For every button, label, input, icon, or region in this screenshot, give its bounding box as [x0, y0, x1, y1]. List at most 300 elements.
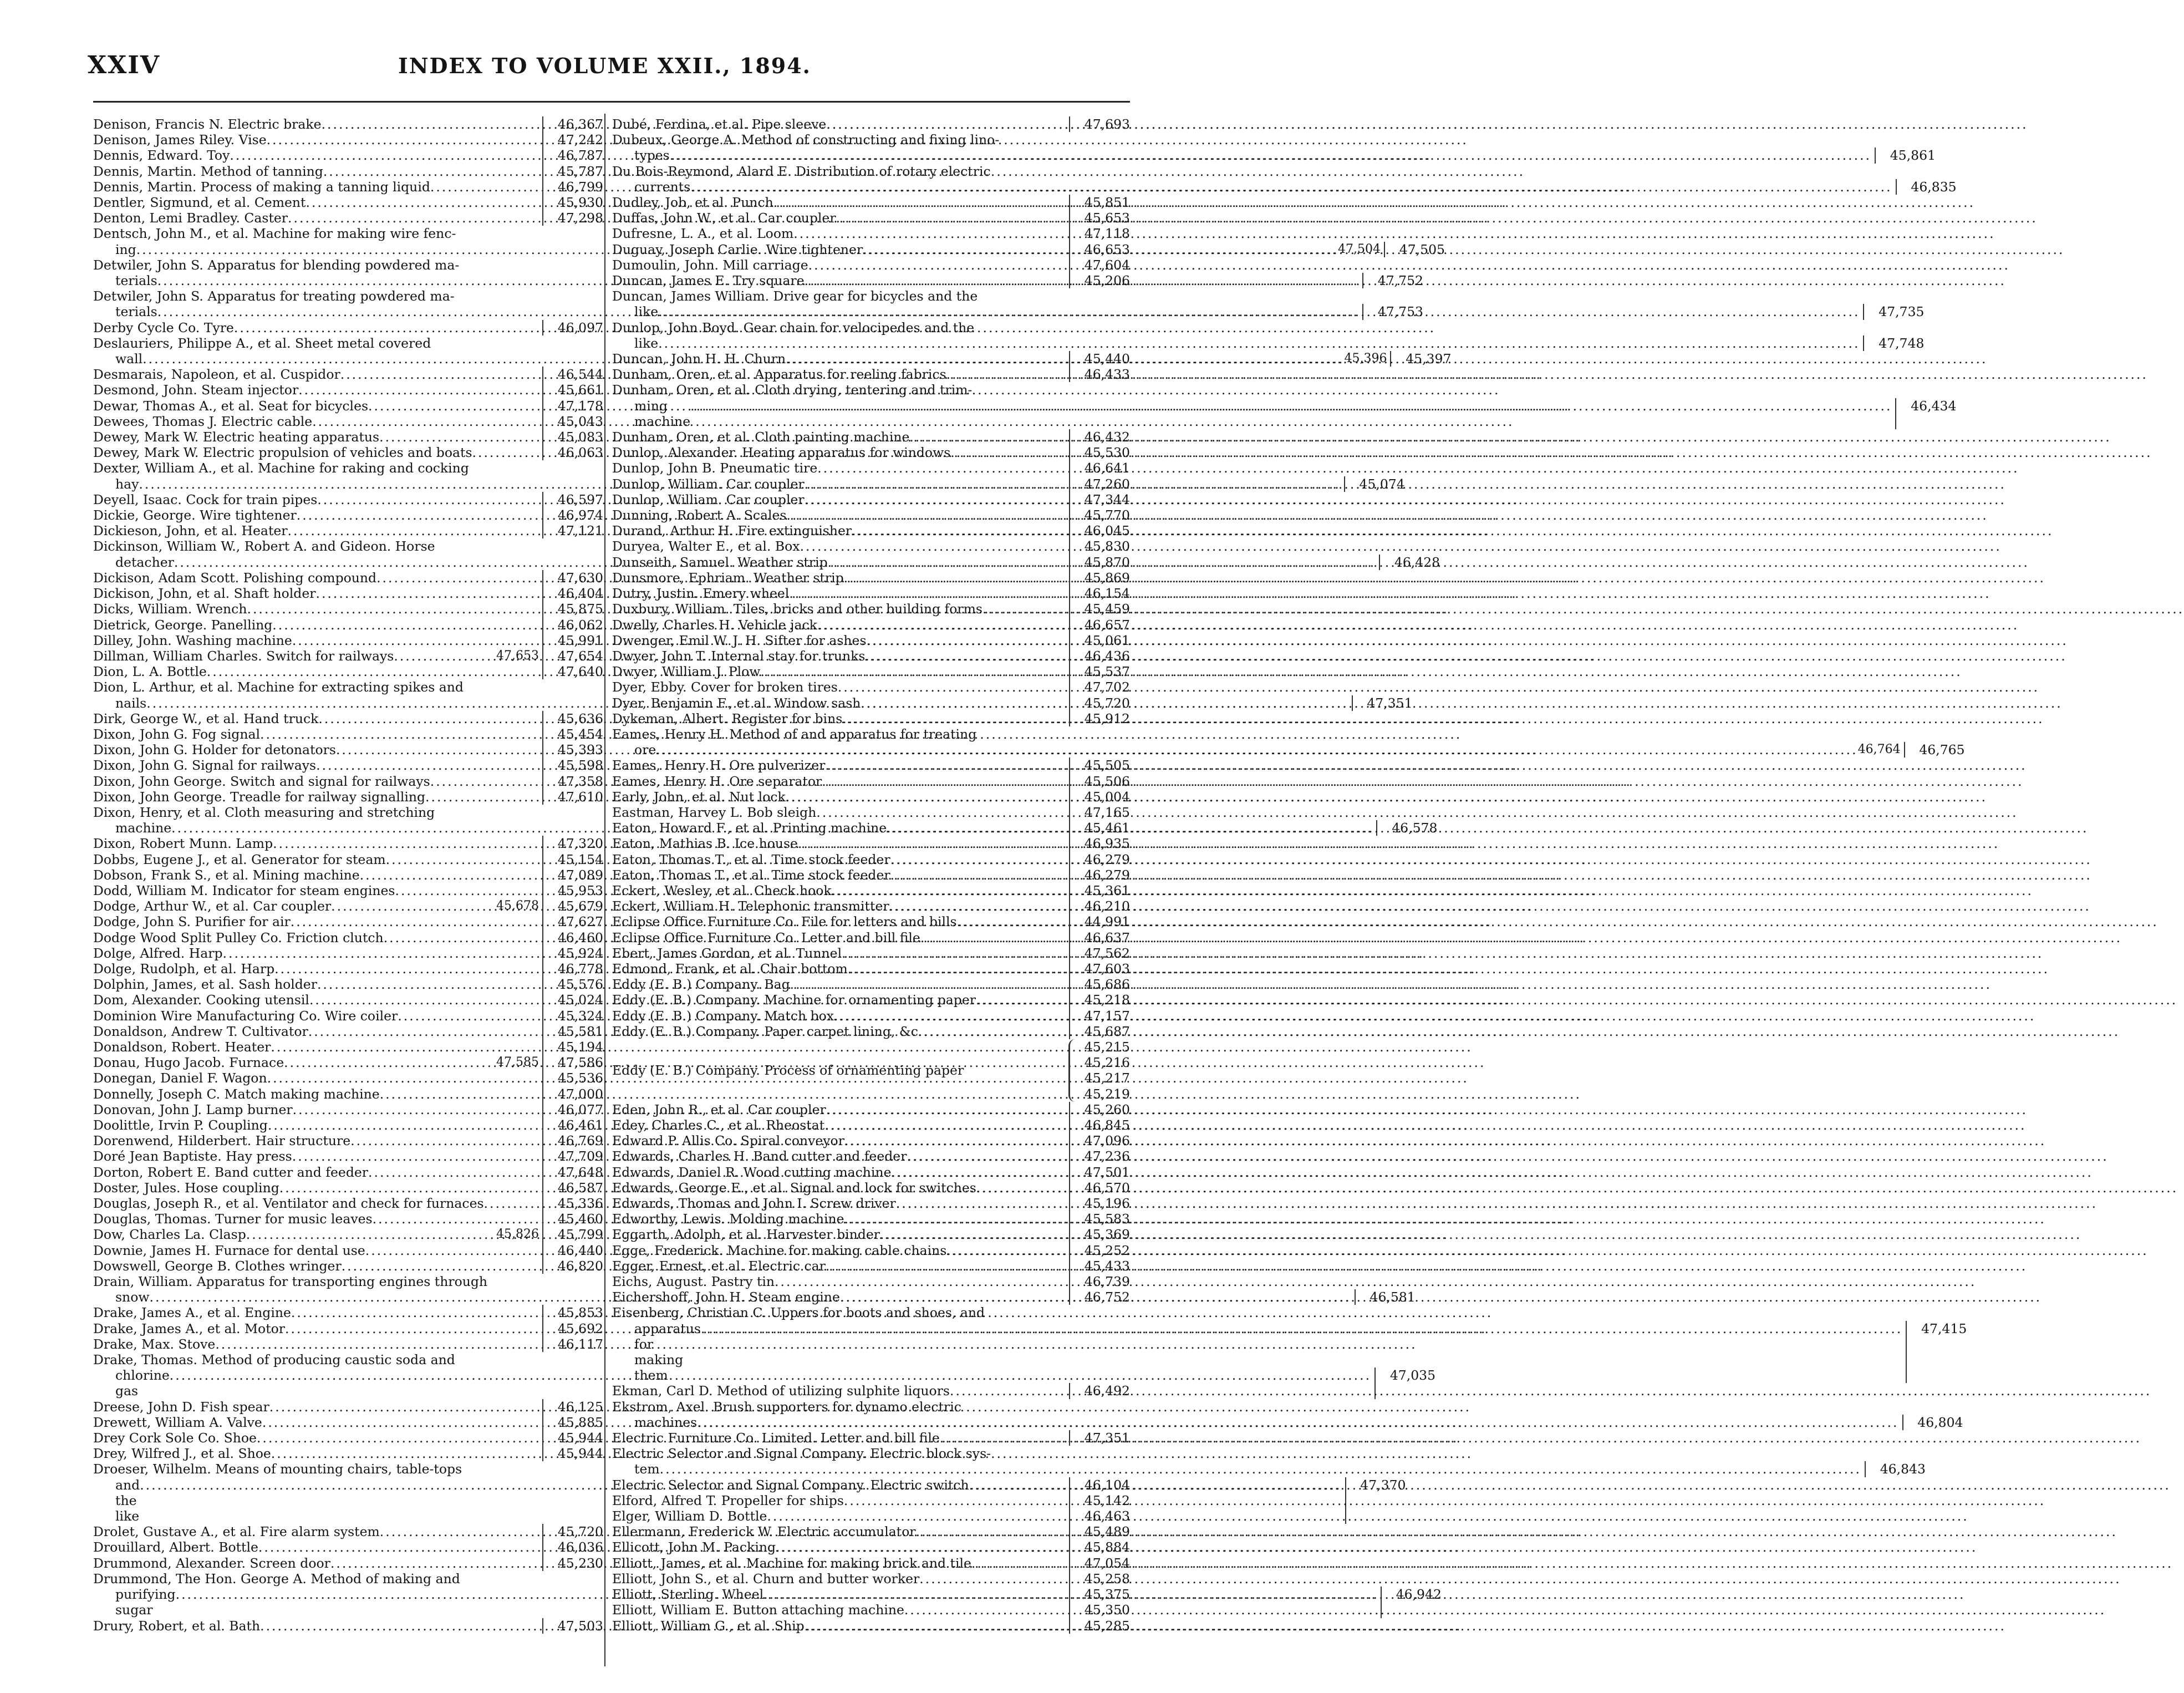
entry-text: Dixon, John G. Holder for detonators — [93, 742, 336, 758]
index-entry — [612, 1196, 1130, 1211]
index-entry — [93, 1336, 603, 1352]
leader-dots — [863, 242, 1066, 257]
header-rule — [93, 101, 1130, 103]
patent-number: 47,351 — [1352, 695, 1413, 711]
patent-number: 45,885 — [542, 1415, 603, 1430]
patent-number: 46,752 — [1069, 1289, 1130, 1305]
patent-number: 47,627 — [542, 914, 603, 929]
entry-text: Edey, Charles C., et al. Rheostat — [612, 1117, 825, 1133]
leader-dots — [395, 883, 539, 898]
patent-number: 45,043 — [542, 414, 603, 429]
leader-dots — [268, 1117, 539, 1133]
entry-text: Douglas, Joseph R., et al. Ventilator and check for furnaces — [93, 1196, 484, 1212]
leader-dots — [918, 1024, 1066, 1039]
index-entry — [93, 601, 603, 617]
index-entry — [612, 1289, 1130, 1305]
index-entry — [612, 1493, 1130, 1508]
patent-number: 45,324 — [542, 1008, 603, 1024]
index-entry — [612, 1446, 1130, 1461]
entry-text: Dixon, John George. Treadle for railway signalling — [93, 789, 426, 805]
patent-number: 46,597 — [542, 492, 603, 507]
patent-number: 45,216 — [1084, 1055, 1130, 1071]
leader-dots — [844, 570, 1066, 586]
entry-text: Edwards, Thomas and John I. Screw driver — [612, 1196, 896, 1212]
entry-text: apparatus for making them — [634, 1320, 701, 1384]
entry-text: Dion, L. A. Bottle — [93, 664, 207, 680]
entry-text: Dolphin, James, et al. Sash holder — [93, 977, 317, 993]
entry-text: terials — [115, 273, 157, 289]
leader-dots — [950, 1383, 1066, 1399]
leader-dots — [904, 1602, 1066, 1618]
index-entry — [612, 914, 1130, 929]
leader-dots — [805, 492, 1066, 507]
leader-dots — [340, 367, 539, 382]
entry-text: Dobson, Frank S., et al. Mining machine — [93, 867, 360, 883]
entry-text: like — [634, 304, 659, 320]
leader-dots — [279, 1180, 539, 1196]
leader-dots — [940, 1430, 1066, 1446]
patent-number: 45,489 — [1069, 1524, 1130, 1539]
patent-number: 47,236 — [1069, 1148, 1130, 1164]
secondary-patent-number: 45,678 — [496, 899, 539, 913]
leader-dots — [267, 132, 539, 148]
entry-text: Duncan, James E. Try square — [612, 273, 805, 289]
patent-number: 46,581 — [1355, 1289, 1416, 1305]
index-entry — [93, 1555, 603, 1571]
entry-text: hay — [115, 476, 139, 492]
patent-number: 45,459 — [1069, 601, 1130, 617]
leader-dots — [697, 1415, 1898, 1430]
patent-number: 47,121 — [542, 523, 603, 538]
leader-dots — [380, 1086, 539, 1102]
index-entry — [612, 1211, 1130, 1227]
index-entry — [612, 1587, 1130, 1602]
leader-dots — [826, 116, 1066, 132]
leader-dots — [690, 398, 1892, 429]
index-entry — [93, 836, 603, 851]
index-entry — [612, 1117, 1130, 1133]
patent-number: 44,991 — [1069, 914, 1130, 929]
index-entry — [93, 1227, 603, 1242]
entry-text: Eastman, Harvey L. Bob sleigh — [612, 804, 817, 820]
patent-number: 45,369 — [1069, 1227, 1130, 1242]
patent-number: 45,440 — [1069, 351, 1130, 367]
index-entry — [93, 977, 603, 992]
patent-number: 45,454 — [542, 726, 603, 742]
patent-number: 47,358 — [542, 774, 603, 789]
entry-text: Eden, John R., et al. Car coupler — [612, 1101, 826, 1117]
leader-dots — [291, 914, 539, 929]
leader-dots — [323, 164, 539, 179]
patent-number: 46,097 — [542, 320, 603, 335]
entry-text: Dom, Alexander. Cooking utensil — [93, 992, 309, 1008]
index-entry — [93, 1571, 603, 1587]
leader-dots — [309, 992, 539, 1008]
entry-text: detacher — [115, 554, 174, 570]
entry-text: Dwenger, Emil W. J. H. Sifter for ashes — [612, 632, 867, 648]
patent-number: 46,641 — [1069, 460, 1130, 476]
entry-text: Dyer, Benjamin F., et al. Window sash — [612, 695, 861, 711]
index-entry — [93, 429, 603, 445]
leader-dots — [916, 1524, 1066, 1539]
patent-number: 46,367 — [542, 116, 603, 132]
index-entry — [93, 648, 603, 664]
patent-number: 47,610 — [542, 789, 603, 805]
patent-number: 46,279 — [1069, 852, 1130, 867]
leader-dots — [273, 836, 539, 851]
patent-number: 46,587 — [542, 1180, 603, 1196]
index-entry — [93, 586, 603, 601]
index-entry — [612, 1508, 1130, 1524]
leader-dots — [946, 1243, 1066, 1258]
patent-number: 45,074 — [1344, 476, 1405, 492]
patent-number: 46,653 — [1069, 242, 1130, 257]
index-entry — [93, 523, 603, 538]
patent-number: 45,219 — [1084, 1086, 1130, 1102]
index-entry — [93, 1024, 603, 1039]
entry-text: Ebert, James Gordon, et al. Tunnel — [612, 945, 842, 961]
entry-text: chlorine gas — [115, 1367, 170, 1399]
index-entry — [93, 757, 603, 773]
patent-number: 47,089 — [542, 867, 603, 883]
leader-dots — [880, 1227, 1066, 1242]
index-entry — [612, 257, 1130, 273]
entry-text: Dufresne, L. A., et al. Loom — [612, 226, 794, 242]
entry-text: Drouillard, Albert. Bottle — [93, 1539, 258, 1555]
patent-number: 47,748 — [1863, 335, 1924, 351]
index-entry — [612, 273, 1130, 288]
leader-dots — [234, 320, 539, 335]
index-entry — [612, 445, 1130, 460]
index-entry — [612, 648, 1130, 664]
entry-text: Eames, Henry H. Ore pulverizer — [612, 757, 826, 774]
patent-number: 46,492 — [1069, 1383, 1130, 1399]
patent-number: 46,765 — [1904, 742, 1965, 757]
index-entry — [612, 1430, 1130, 1446]
patent-number: 46,045 — [1069, 523, 1130, 538]
entry-text: Droeser, Wilhelm. Means of mounting chairs, table-tops — [93, 1461, 462, 1477]
patent-number: 46,799 — [542, 179, 603, 195]
index-entry — [612, 492, 1130, 507]
entry-text: Dumoulin, John. Mill carriage — [612, 257, 808, 273]
entry-text: Eaton, Mathias B. Ice house — [612, 836, 798, 852]
leader-dots — [246, 1227, 496, 1242]
index-entry — [612, 164, 1130, 179]
entry-text: Eames, Henry H. Method of and apparatus for treating — [612, 726, 977, 742]
entry-text: Dilley, John. Washing machine — [93, 632, 292, 648]
index-entry — [612, 523, 1130, 538]
leader-dots — [315, 586, 539, 601]
index-entry — [93, 116, 603, 132]
entry-text: Eclipse Office Furniture Co. File for letters and bills — [612, 914, 957, 930]
patent-number: 45,350 — [1069, 1602, 1130, 1618]
leader-dots — [484, 1196, 539, 1211]
leader-dots — [817, 617, 1066, 633]
leader-dots — [215, 1336, 539, 1352]
leader-dots — [386, 852, 539, 867]
index-entry — [612, 1008, 1130, 1024]
index-entry-continuation — [612, 148, 1936, 164]
entry-text: Dwyer, William J. Plow — [612, 664, 761, 680]
patent-number: 47,501 — [1069, 1165, 1130, 1180]
patent-number: 45,252 — [1069, 1243, 1130, 1258]
patent-number: 45,598 — [542, 757, 603, 773]
patent-number: 46,544 — [542, 367, 603, 382]
entry-text: nails — [115, 695, 147, 711]
patent-number: 45,505 — [1069, 757, 1130, 773]
leader-dots — [842, 711, 1066, 726]
leader-dots — [342, 1258, 539, 1274]
index-entry-continuation — [612, 179, 1957, 195]
patent-number: 45,930 — [542, 195, 603, 210]
index-entry — [93, 507, 603, 523]
entry-text: Dorton, Robert E. Band cutter and feeder — [93, 1164, 369, 1180]
index-entry-continuation — [612, 398, 1957, 429]
entry-text: Early, John, et al. Nut lock — [612, 789, 786, 805]
entry-text: Dow, Charles La. Clasp — [93, 1227, 246, 1243]
patent-number: 47,640 — [542, 664, 603, 679]
patent-number: 45,869 — [1069, 570, 1130, 586]
entry-text: Dentler, Sigmund, et al. Cement — [93, 195, 306, 211]
patent-number: 46,974 — [542, 507, 603, 523]
patent-number: 45,687 — [1069, 1024, 1130, 1039]
index-entry — [93, 1165, 603, 1180]
index-entry — [93, 1039, 603, 1055]
entry-text: Dewey, Mark W. Electric heating apparatus — [93, 429, 380, 445]
index-entry — [93, 789, 603, 805]
patent-number: 45,215 — [1084, 1039, 1130, 1055]
entry-text: Elliott, William G., et al. Ship — [612, 1618, 805, 1634]
leader-dots — [786, 789, 1066, 805]
entry-text: Doolittle, Irvin P. Coupling — [93, 1117, 268, 1133]
leader-dots — [892, 1165, 1066, 1180]
patent-number: 47,709 — [542, 1148, 603, 1164]
index-entry — [93, 1180, 603, 1196]
index-entry — [612, 679, 1130, 695]
leader-dots — [776, 1539, 1066, 1555]
page-title: INDEX TO VOLUME XXII., 1894. — [398, 53, 811, 78]
patent-number: 47,648 — [542, 1165, 603, 1180]
index-entry — [93, 852, 603, 867]
patent-number: 45,787 — [542, 164, 603, 179]
leader-dots — [293, 1102, 539, 1117]
leader-dots — [793, 226, 1066, 241]
entry-text: Eaton, Howard F., et al. Printing machine — [612, 820, 887, 836]
entry-text: Dolge, Rudolph, et al. Harp — [93, 960, 275, 977]
leader-dots — [826, 1258, 1066, 1274]
entry-text: Dixon, Robert Munn. Lamp — [93, 836, 273, 852]
entry-text: Duxbury, William. Tiles, bricks and other building forms — [612, 601, 982, 617]
entry-text: Dillman, William Charles. Switch for railways — [93, 648, 394, 664]
patent-number: 46,570 — [1069, 1180, 1130, 1196]
leader-dots — [262, 1415, 539, 1430]
index-entry — [93, 961, 603, 977]
leader-dots — [920, 930, 1066, 945]
index-entry — [93, 1133, 603, 1148]
index-entry — [612, 320, 1130, 335]
patent-number: 46,440 — [542, 1243, 603, 1258]
entry-text: Dunham, Oren, et al. Cloth painting machine — [612, 429, 910, 445]
entry-text: Dyer, Ebby. Cover for broken tires — [612, 679, 838, 695]
entry-text: Eckert, William H. Telephonic transmitter — [612, 898, 889, 914]
index-entry — [93, 335, 603, 351]
leader-dots — [805, 273, 1066, 288]
index-entry — [93, 367, 603, 382]
patent-number: 45,218 — [1069, 992, 1130, 1008]
index-entry — [612, 1618, 1130, 1634]
index-entry — [612, 617, 1130, 633]
index-entry — [93, 1243, 603, 1258]
entry-text: Doré Jean Baptiste. Hay press — [93, 1148, 292, 1165]
leader-dots — [775, 1274, 1066, 1289]
entry-text: Donovan, John J. Lamp burner — [93, 1101, 293, 1117]
entry-text: tem — [634, 1461, 660, 1477]
index-entry — [612, 992, 1130, 1008]
index-entry — [612, 1305, 1130, 1320]
leader-dots — [271, 1446, 539, 1461]
patent-number: 45,061 — [1069, 633, 1130, 648]
index-entry — [93, 945, 603, 961]
index-entry-continuation — [612, 335, 1925, 351]
index-entry — [93, 774, 603, 789]
leader-dots — [288, 210, 539, 226]
patent-number: 45,361 — [1069, 883, 1130, 898]
patent-number: 45,260 — [1069, 1102, 1130, 1117]
leader-dots — [971, 1555, 1066, 1571]
entry-text: Drain, William. Apparatus for transporting engines through — [93, 1274, 488, 1290]
index-entry — [612, 883, 1130, 898]
entry-text: Dickie, George. Wire tightener — [93, 507, 297, 523]
index-entry — [612, 367, 1130, 382]
entry-text: Detwiler, John S. Apparatus for blending powdered ma- — [93, 257, 460, 273]
entry-text: Dunham, Oren, et al. Cloth drying, tentering and trim- — [612, 382, 973, 398]
leader-dots — [292, 633, 539, 648]
leader-dots — [230, 148, 539, 163]
index-entry — [612, 726, 1130, 742]
patent-number: 46,820 — [542, 1258, 603, 1274]
entry-text: Dominion Wire Manufacturing Co. Wire coiler — [93, 1008, 398, 1024]
entry-text: Denison, James Riley. Vise — [93, 132, 267, 148]
leader-dots — [840, 1289, 1066, 1305]
entry-text: Egge, Frederick. Machine for making cable chains — [612, 1242, 947, 1258]
entry-text: Deslauriers, Philippe A., et al. Sheet metal covered — [93, 335, 431, 351]
entry-text: Edwards, Charles H. Band cutter and feeder — [612, 1148, 907, 1165]
leader-dots — [844, 1211, 1066, 1227]
index-entry — [612, 507, 1130, 523]
leader-dots — [331, 898, 496, 914]
index-entry — [612, 898, 1130, 914]
leader-dots — [763, 1587, 1066, 1602]
patent-number: 45,770 — [1069, 507, 1130, 523]
page-header — [88, 51, 1130, 84]
leader-dots — [322, 116, 539, 132]
index-entry — [93, 1430, 603, 1446]
entry-text: Dolge, Alfred. Harp — [93, 945, 223, 961]
secondary-patent-number: 47,585 — [496, 1055, 539, 1070]
entry-text: Dunlop, John B. Pneumatic tire — [612, 460, 818, 476]
patent-number: 47,505 — [1384, 242, 1445, 257]
leader-dots — [789, 586, 1066, 601]
patent-number: 47,702 — [1069, 679, 1130, 695]
leader-dots — [817, 460, 1066, 476]
patent-number: 45,460 — [542, 1211, 603, 1227]
leader-dots — [207, 664, 539, 679]
index-entry — [93, 1258, 603, 1274]
entry-text: Donnelly, Joseph C. Match making machine — [93, 1086, 380, 1102]
index-entry — [93, 664, 603, 679]
entry-text: Dodge Wood Split Pulley Co. Friction clutch — [93, 929, 384, 945]
index-entry — [93, 414, 603, 429]
index-entry — [612, 1477, 1130, 1493]
entry-text: Dickieson, John, et al. Heater — [93, 523, 288, 539]
entry-text: Elford, Alfred T. Propeller for ships — [612, 1492, 844, 1508]
index-entry — [612, 852, 1130, 867]
entry-text: Elliott, William E. Button attaching machine — [612, 1602, 904, 1618]
entry-text: Dunsmore, Ephriam. Weather strip — [612, 570, 844, 586]
index-entry — [612, 195, 1130, 210]
entry-text: Derby Cycle Co. Tyre — [93, 319, 234, 335]
leader-dots — [298, 382, 539, 398]
leader-dots — [816, 805, 1066, 820]
patent-number: 47,242 — [542, 132, 603, 148]
index-entry — [612, 977, 1130, 992]
entry-text: ing — [115, 241, 136, 257]
index-entry — [93, 210, 603, 226]
index-entry — [612, 961, 1130, 977]
patent-number: 45,196 — [1069, 1196, 1130, 1211]
entry-text: Du Bois-Reymond, Alard E. Distribution of rotary electric — [612, 163, 991, 179]
patent-number: 46,637 — [1069, 930, 1130, 945]
patent-number: 45,024 — [542, 992, 603, 1008]
patent-number: 47,503 — [542, 1618, 603, 1634]
patent-number: 46,657 — [1069, 617, 1130, 633]
leader-dots — [836, 210, 1066, 226]
patent-number: 45,944 — [542, 1446, 603, 1461]
index-entry — [93, 679, 603, 695]
entry-text: Dubeux, George A. Method of constructing and fixing lino- — [612, 132, 1000, 148]
index-entry — [93, 226, 603, 241]
leader-dots — [336, 742, 539, 757]
entry-text: Eclipse Office Furniture Co. Letter and bill file — [612, 929, 920, 945]
patent-number: 45,661 — [542, 382, 603, 398]
entry-text: Drey Cork Sole Co. Shoe — [93, 1430, 257, 1446]
patent-number: 47,630 — [542, 570, 603, 586]
patent-number: 45,154 — [542, 852, 603, 867]
entry-text: Dixon, John G. Fog signal — [93, 726, 260, 742]
patent-number: 47,118 — [1069, 226, 1130, 241]
patent-number: 46,843 — [1865, 1461, 1926, 1477]
entry-text: Eckert, Wesley, et al. Check hook — [612, 882, 832, 898]
patent-number: 45,953 — [542, 883, 603, 898]
entry-text: Dutry, Justin. Emery wheel — [612, 586, 790, 602]
entry-text: Eaton, Thomas T., et al. Time stock feeder — [612, 851, 890, 867]
entry-text: Dixon, Henry, et al. Cloth measuring and stretching — [93, 804, 435, 820]
entry-text: ore — [634, 742, 656, 758]
index-entry — [612, 789, 1130, 805]
patent-number: 45,636 — [542, 711, 603, 726]
entry-text: Electric Selector and Signal Company. Electric block sys- — [612, 1446, 991, 1462]
index-entry — [612, 1571, 1130, 1587]
patent-number: 46,077 — [542, 1102, 603, 1117]
index-entry — [93, 164, 603, 179]
leader-dots — [969, 1477, 1066, 1493]
entry-text: Dobbs, Eugene J., et al. Generator for steam — [93, 851, 386, 867]
patent-number: 45,912 — [1069, 711, 1130, 726]
leader-dots — [316, 757, 539, 773]
patent-number: 46,778 — [542, 961, 603, 977]
patent-number: 45,506 — [1069, 774, 1130, 789]
entry-text: Dicks, William. Wrench — [93, 601, 247, 617]
